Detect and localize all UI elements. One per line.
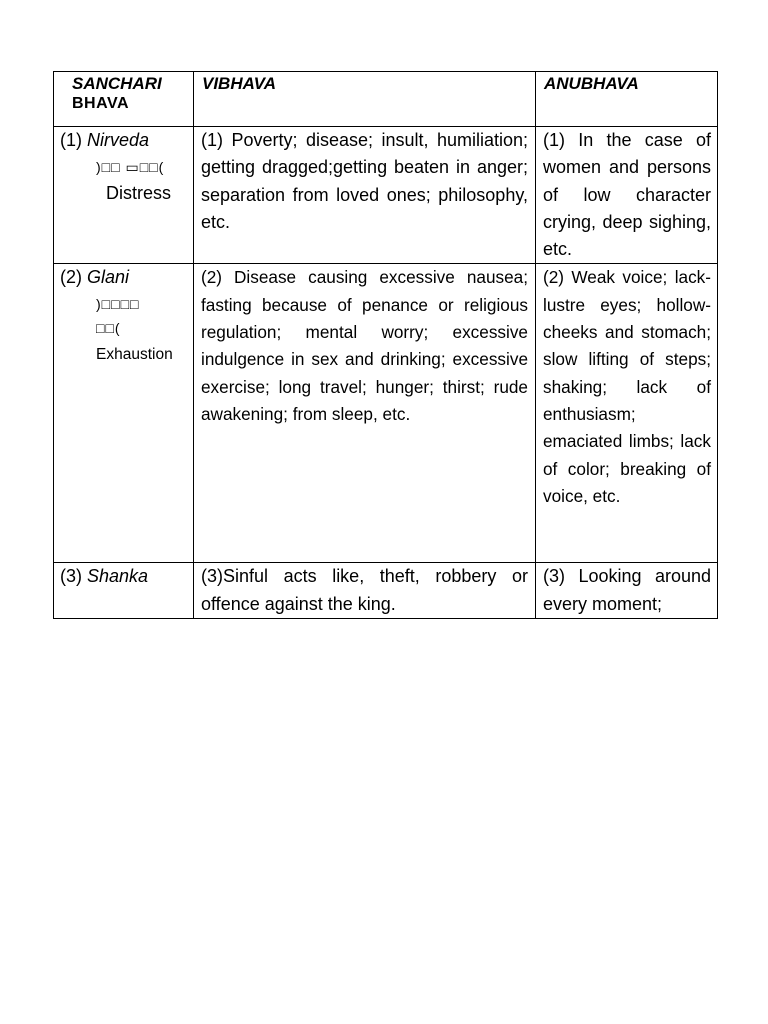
vibhava-text: (2) Disease causing excessive nausea; fasting because of penance or religious regulation; mental worry; excessive indulgence in sex and drinking; excessive exercise; long travel; hunger; thirst; rude awakening; from sleep, etc. [201, 267, 528, 424]
bhava-name: Nirveda [87, 130, 150, 150]
anubhava-text: (1) In the case of women and persons of low character crying, deep sighing, etc. [543, 130, 711, 260]
header-vibhava [194, 72, 536, 127]
vibhava-text: (3)Sinful acts like, theft, robbery or offence against the king. [201, 566, 528, 614]
sanskrit-glyphs: □□( [96, 320, 121, 337]
vibhava-cell [194, 127, 536, 264]
bhava-name: Shanka [87, 566, 149, 587]
anubhava-text: (2) Weak voice; lack-lustre eyes; hollow-cheeks and stomach; slow lifting of steps; shaking; lack of enthusiasm; emaciated limbs; lack of color; breaking of voice, etc. [543, 267, 711, 506]
bhava-cell [54, 563, 194, 619]
vibhava-cell [194, 563, 536, 619]
anubhava-cell [536, 264, 718, 563]
sanchari-bhava-table [53, 71, 718, 619]
table-row [54, 127, 718, 264]
english-term: Distress [106, 183, 172, 203]
table-row [54, 563, 718, 619]
anubhava-cell [536, 563, 718, 619]
anubhava-text: (3) Looking around every moment; [543, 566, 711, 614]
header-col2: VIBHAVA [202, 74, 276, 93]
header-sanchari-bhava [54, 72, 194, 127]
sanskrit-glyphs: )□□ ▭□□( [96, 159, 165, 175]
table-row [54, 264, 718, 563]
bhava-name: Glani [87, 267, 130, 288]
header-col1-line1: SANCHARI [72, 74, 162, 93]
vibhava-cell [194, 264, 536, 563]
row-number: (3) [60, 566, 82, 587]
table-header-row [54, 72, 718, 127]
sanskrit-glyphs: )□□□□ [96, 296, 140, 313]
header-col3: ANUBHAVA [544, 74, 639, 93]
english-term: Exhaustion [96, 346, 173, 364]
anubhava-cell [536, 127, 718, 264]
row-number: (2) [60, 267, 82, 288]
header-col1-line2: BHAVA [72, 95, 130, 112]
row-number: (1) [60, 130, 82, 150]
header-anubhava [536, 72, 718, 127]
vibhava-text: (1) Poverty; disease; insult, humiliation; getting dragged;getting beaten in anger; separation from loved ones; philosophy, etc. [201, 130, 528, 232]
bhava-cell [54, 127, 194, 264]
bhava-cell [54, 264, 194, 563]
